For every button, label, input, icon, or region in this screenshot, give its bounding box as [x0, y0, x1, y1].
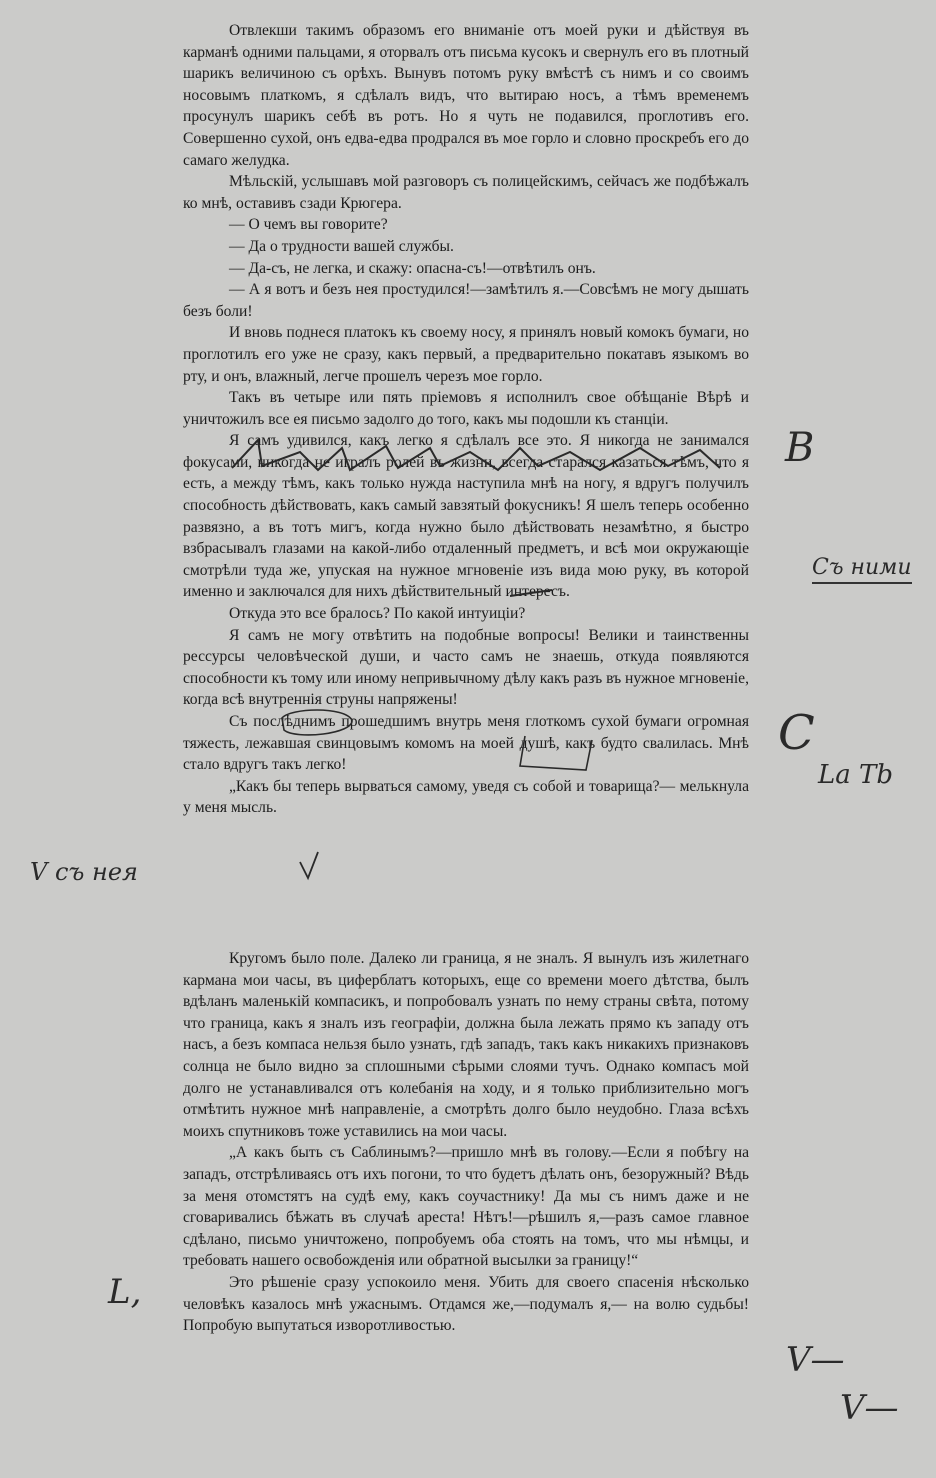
paragraph: Я самъ удивился, какъ легко я сдѣлалъ все это. Я никогда не занимался фокусами, никогда не игралъ ролей въ жизни, всегда старался казаться тѣмъ, что я есть, а между тѣмъ, какъ только нужда наступила мнѣ на ногу, я вдругъ получилъ способность дѣйствовать, какъ самый завзятый фокусникъ! Я шелъ теперь особенно развязно, а въ тотъ мигъ, когда нужно было дѣйствовать незамѣтно, я быстро взбрасывалъ глазами на какой-либо отдаленный предметъ, и всѣ мои окружающіе смотрѣли туда же, упуская на нужное мгновеніе изъ вида мою руку, въ которой именно и заключался для нихъ дѣйствительный интересъ.	[183, 432, 749, 601]
dialogue-line: — Да о трудности вашей службы.	[229, 237, 454, 255]
paragraph: Это рѣшеніе сразу успокоило меня. Убить для своего спасенія нѣсколько человѣкъ казалось мнѣ ужаснымъ. Отдамся же,—подумалъ я,— на волю судьбы! Попробую выпутаться изворотливостью.	[183, 1273, 749, 1335]
paragraph: Отвлекши такимъ образомъ его вниманіе отъ моей руки и дѣйствуя въ карманѣ одними пальцами, я оторвалъ отъ письма кусокъ и свернулъ его въ плотный шарикъ величиною съ орѣхъ. Вынувъ потомъ руку вмѣстѣ съ нимъ и со своимъ носовымъ платкомъ, я сдѣлалъ видъ, что вытираю носъ, а тѣмъ временемъ просунулъ шарикъ себѣ въ ротъ. Но я чуть не подавился, проглотивъ его. Совершенно сухой, онъ едва-едва продрался въ мое горло и словно проскребъ его до самаго желудка.	[183, 22, 749, 169]
margin-note: В	[785, 425, 815, 471]
margin-note: La Tb	[818, 760, 894, 790]
dialogue-line: — А я вотъ и безъ нея простудился!—замѣтилъ я.—Совсѣмъ не могу дышать безъ боли!	[183, 281, 749, 320]
margin-note: V съ нея	[30, 858, 138, 886]
check-mark	[300, 852, 318, 878]
margin-note: V—	[786, 1340, 845, 1380]
struck-paragraph: Такъ въ четыре или пять пріемовъ я исполнилъ свое обѣщаніе Вѣрѣ и уничтожилъ все ея письмо задолго до того, какъ мы подошли къ станціи.	[183, 389, 749, 428]
paragraph: Мѣльскій, услышавъ мой разговоръ съ полицейскимъ, сейчасъ же подбѣжалъ ко мнѣ, оставивъ сзади Крюгера.	[183, 173, 749, 212]
text-section-1	[183, 20, 749, 819]
text-section-2	[183, 948, 749, 1337]
margin-note: Съ ними	[812, 555, 912, 584]
paragraph: „Какъ бы теперь вырваться самому, уведя съ собой и товарища?— мелькнула у меня мысль.	[183, 777, 749, 817]
paragraph: Я самъ не могу отвѣтить на подобные вопросы! Велики и таинственны рессурсы человѣческой души, и часто самъ не знаешь, откуда появляются способности къ тому или иному непривычному дѣлу какъ разъ въ нужное мгновеніе, когда всѣ внутреннія струны напряжены!	[183, 626, 749, 709]
margin-note: V—	[840, 1388, 899, 1428]
margin-note: L,	[108, 1272, 142, 1312]
margin-note: С	[778, 705, 815, 761]
paragraph: И вновь поднеся платокъ къ своему носу, я принялъ новый комокъ бумаги, но проглотилъ его уже не сразу, какъ первый, а предварительно покатавъ языкомъ во рту, и онъ, влажный, легче прошелъ черезъ мое горло.	[183, 324, 749, 385]
paragraph: „А какъ быть съ Саблинымъ?—пришло мнѣ въ голову.—Если я побѣгу на западъ, отстрѣливаясь отъ ихъ погони, то что будетъ дѣлать онъ, безоружный? Вѣдь за меня отомстятъ на судѣ ему, какъ соучастнику! Да мы съ нимъ даже и не сговаривались бѣжать въ случаѣ ареста! Нѣтъ!—рѣшилъ я,—разъ самое главное сдѣлано, письмо уничтожено, попробуемъ оба стоять на томъ, что мы нѣмцы, и требовать нашего освобожденія или обратной высылки за границу!“	[183, 1144, 749, 1270]
paragraph: Кругомъ было поле. Далеко ли граница, я не зналъ. Я вынулъ изъ жилетнаго кармана мои часы, въ циферблатъ которыхъ, еще со времени моего дѣтства, былъ вдѣланъ маленькій компасикъ, и попробовалъ узнать по нему страны свѣта, потому что граница, какъ я зналъ изъ географіи, должна была лежать прямо къ западу отъ насъ, а безъ компаса нельзя было узнать, гдѣ западъ, такъ какъ никакихъ признаковъ солнца не было видно за сплошными сѣрыми слоями тучъ. Однако компасъ мой долго не устанавливался отъ колебанія на ходу, и я только приблизительно могъ отмѣтить нужное мнѣ направленіе, а смотрѣть долго было неудобно. Глаза всѣхъ моихъ спутниковъ тоже уставились на мои часы.	[183, 950, 749, 1140]
paragraph: Съ послѣднимъ прошедшимъ внутрь меня глоткомъ сухой бумаги огромная тяжесть, лежавшая свинцовымъ комомъ на моей душѣ, какъ будто свалилась. Мнѣ стало вдругъ такъ легко!	[183, 713, 749, 774]
paragraph: Откуда это все бралось? По какой интуиціи?	[229, 605, 526, 623]
dialogue-line: — О чемъ вы говорите?	[229, 216, 388, 234]
dialogue-line: — Да-съ, не легка, и скажу: опасна-съ!—отвѣтилъ онъ.	[229, 259, 596, 277]
